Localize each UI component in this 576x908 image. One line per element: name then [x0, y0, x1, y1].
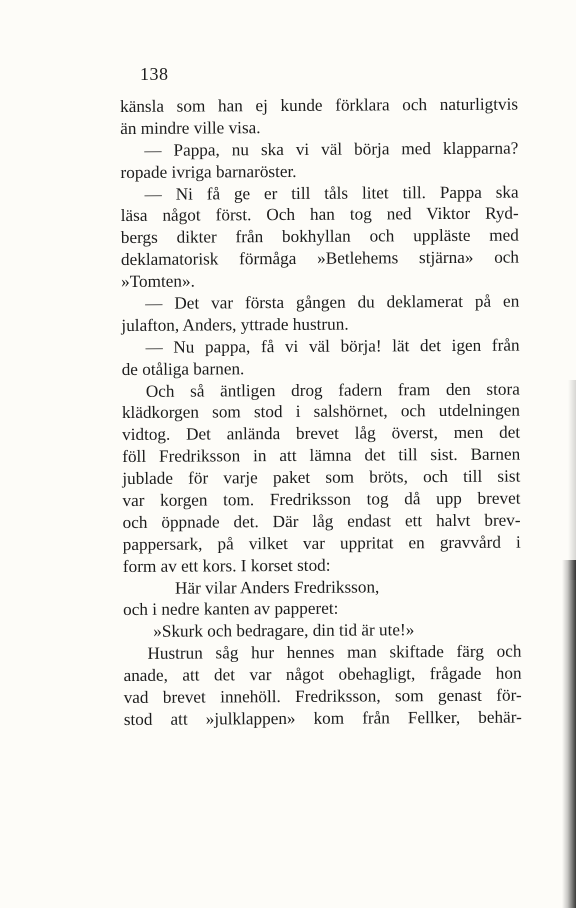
text-line: vad brevet innehöll. Fredriksson, som genast för- [123, 685, 522, 708]
body-text [120, 94, 522, 731]
text-line: deklamatorisk förmåga »Betlehems stjärna» och [120, 247, 520, 270]
page-edge-shadow [562, 560, 576, 908]
text-line: och i nedre kanten av papperet: [123, 599, 339, 620]
text-line: — Det var första gången du deklamerat på en [145, 291, 520, 313]
text-line: de otåliga barnen. [121, 358, 245, 379]
text-line: — Ni få ge er till tåls litet till. Pappa ska [144, 182, 519, 204]
text-line: känsla som han ej kunde förklara och naturligtvis [120, 94, 519, 116]
text-line: anade, att det var något obehagligt, frågade hon [123, 663, 522, 686]
inscription-line: Här vilar Anders Fredriksson, [174, 577, 380, 598]
text-line: föll Fredriksson in att lämna det till sist. Barnen [122, 444, 521, 467]
text-line: »Tomten». [121, 271, 195, 292]
text-line: Hustrun såg hur hennes man skiftade färg och [147, 641, 522, 664]
text-line: jublade för varje paket som bröts, och till sist [122, 466, 521, 489]
text-line: pappersark, på vilket var uppritat en gravvård i [122, 532, 521, 554]
text-line: ropade ivriga barnaröster. [120, 161, 297, 182]
text-line: Och så äntligen drog fadern fram den stora [145, 379, 520, 401]
text-line: stod att »julklappen» kom från Fellker, behär- [123, 707, 522, 729]
text-line: form av ett kors. I korset stod: [122, 555, 331, 576]
text-line: och öppnade det. Där låg endast ett halvt brev- [122, 510, 521, 532]
text-line: bergs dikter från bokhyllan och uppläste med [120, 225, 519, 248]
text-line: än mindre ville visa. [120, 118, 261, 138]
text-line: läsa något först. Och han tog ned Viktor Ryd- [120, 204, 519, 226]
text-line: — Pappa, nu ska vi väl börja med klapparna? [144, 138, 519, 160]
text-line: var korgen tom. Fredriksson tog då upp brevet [122, 488, 521, 511]
text-line: vidtog. Det anlända brevet låg överst, men det [122, 422, 521, 445]
page-edge-shadow [568, 380, 576, 580]
page-number: 138 [140, 64, 169, 84]
text-line: julafton, Anders, yttrade hustrun. [121, 314, 349, 335]
text-line: klädkorgen som stod i salshörnet, och utdelningen [121, 401, 520, 423]
text-line: — Nu pappa, få vi väl börja! lät det igen från [145, 335, 520, 357]
inscription-line: »Skurk och bedragare, din tid är ute!» [153, 620, 415, 642]
